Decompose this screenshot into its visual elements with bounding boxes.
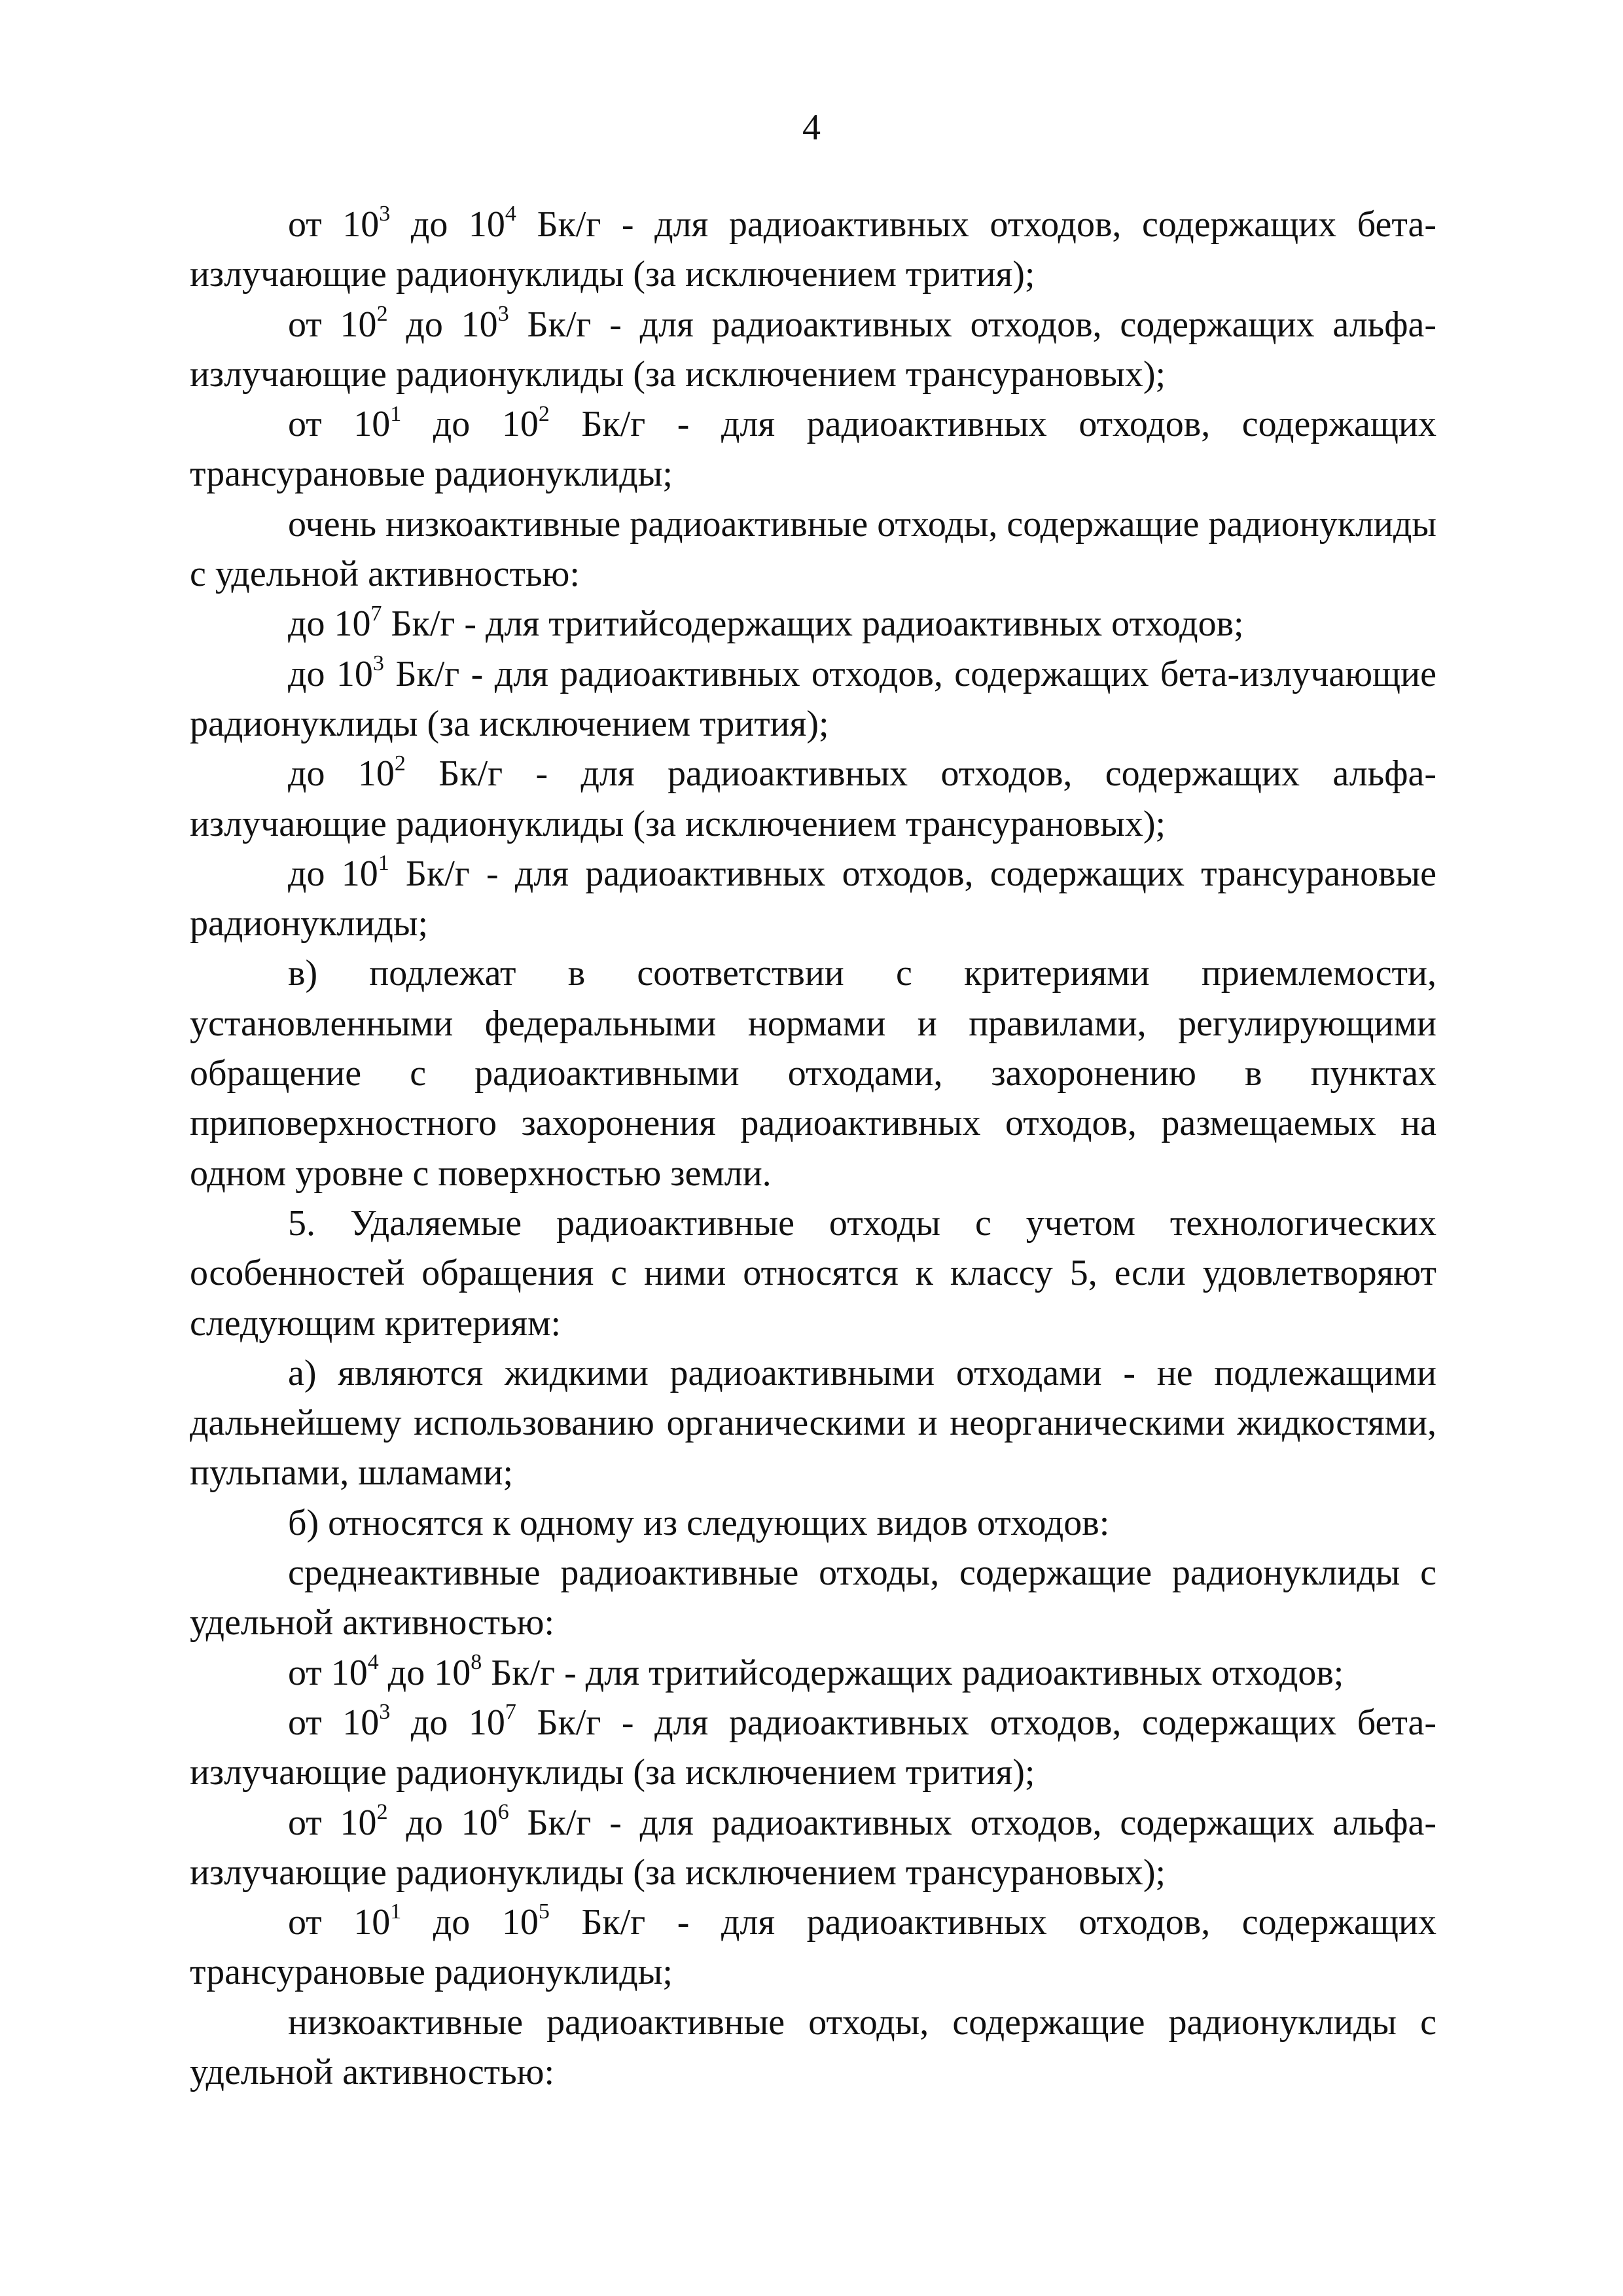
paragraph: очень низкоактивные радиоактивные отходы, содержащие радионуклиды с удельной активностью:: [190, 503, 1436, 595]
paragraph: в) подлежат в соответствии с критериями приемлемости, установленными федеральными нормами и правилами, регулирующими обращение с радиоактивными отходами, захоронению в пунктах приповерхностного захоронения радиоактивных отходов, размещаемых на одном уровне с поверхностью земли.: [190, 953, 1436, 1194]
paragraph: от $10^3$ до $10^7$ Бк/г - для радиоактивных отходов, содержащих бета-излучающие радионуклиды (за исключением трития);: [190, 1700, 1436, 1793]
paragraph: до $10^1$ Бк/г - для радиоактивных отходов, содержащих трансурановые радионуклиды;: [190, 851, 1436, 944]
paragraph: от $10^4$ до $10^8$ Бк/г - для тритийсодержащих радиоактивных отходов;: [288, 1649, 1344, 1693]
paragraph: до $10^3$ Бк/г - для радиоактивных отходов, содержащих бета-излучающие радионуклиды (за исключением трития);: [190, 651, 1436, 744]
paragraph: от $10^3$ до $10^4$ Бк/г - для радиоактивных отходов, содержащих бета-излучающие радионуклиды (за исключением трития);: [190, 202, 1436, 295]
paragraph: а) являются жидкими радиоактивными отходами - не подлежащими дальнейшему использованию органическими и неорганическими жидкостями, пульпами, шламами;: [190, 1352, 1436, 1494]
paragraph: б) относятся к одному из следующих видов отходов:: [288, 1502, 1110, 1543]
paragraph: до $10^2$ Бк/г - для радиоактивных отходов, содержащих альфа-излучающие радионуклиды (за исключением трансурановых);: [190, 751, 1436, 844]
paragraph: от $10^2$ до $10^3$ Бк/г - для радиоактивных отходов, содержащих альфа-излучающие радионуклиды (за исключением трансурановых);: [190, 301, 1437, 395]
paragraph: 5. Удаляемые радиоактивные отходы с учетом технологических особенностей обращения с ними относятся к классу 5, если удовлетворяют следующим критериям:: [190, 1202, 1436, 1344]
page-number: 4: [802, 107, 821, 148]
paragraph: от $10^2$ до $10^6$ Бк/г - для радиоактивных отходов, содержащих альфа-излучающие радионуклиды (за исключением трансурановых);: [190, 1799, 1437, 1893]
body-text: [190, 200, 1436, 2097]
paragraph: от $10^1$ до $10^5$ Бк/г - для радиоактивных отходов, содержащих трансурановые радионуклиды;: [190, 1899, 1437, 1993]
paragraph: низкоактивные радиоактивные отходы, содержащие радионуклиды с удельной активностью:: [190, 2001, 1436, 2092]
paragraph: среднеактивные радиоактивные отходы, содержащие радионуклиды с удельной активностью:: [190, 1552, 1436, 1643]
paragraph: до $10^7$ Бк/г - для тритийсодержащих радиоактивных отходов;: [288, 601, 1244, 645]
paragraph: от $10^1$ до $10^2$ Бк/г - для радиоактивных отходов, содержащих трансурановые радионуклиды;: [190, 401, 1437, 495]
